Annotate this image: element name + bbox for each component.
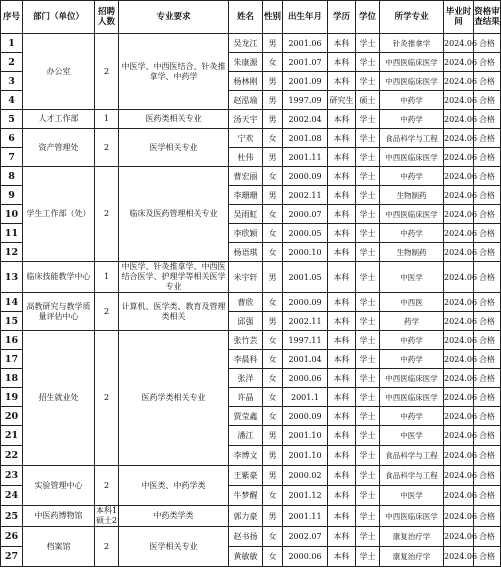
- cell-education: 本科: [328, 486, 356, 506]
- cell-recruit-count: 1: [95, 262, 119, 293]
- cell-name: 李晨科: [229, 350, 263, 369]
- cell-seq: 27: [1, 547, 23, 567]
- cell-recruit-count: 本科1硕士2: [95, 506, 118, 525]
- cell-major-requirement: 临床及医药管理相关专业: [119, 167, 229, 262]
- cell-review-result: 合格: [474, 331, 501, 350]
- cell-department: 高教研究与教学质量评估中心: [23, 293, 95, 331]
- cell-birth: 2001.05: [283, 262, 328, 293]
- cell-review-result: 合格: [474, 446, 501, 466]
- cell-gender: 男: [263, 446, 283, 466]
- cell-graduation: 2024.06: [444, 91, 474, 110]
- cell-studied-major: 中医学: [380, 262, 444, 293]
- cell-review-result: 合格: [474, 91, 501, 110]
- cell-review-result: 合格: [474, 186, 501, 205]
- cell-graduation: 2024.06: [444, 262, 474, 293]
- table-row: [1, 293, 501, 312]
- cell-birth: 2002.11: [283, 312, 328, 331]
- cell-review-result: 合格: [474, 388, 501, 407]
- header-row: [1, 1, 501, 34]
- cell-graduation: 2024.06: [444, 527, 474, 547]
- cell-studied-major: 中药学: [380, 110, 444, 129]
- cell-birth: 2001.1: [283, 388, 328, 407]
- cell-gender: 男: [263, 186, 283, 205]
- cell-birth: 2001.10: [283, 446, 328, 466]
- cell-graduation: 2024.06: [444, 72, 474, 91]
- cell-gender: 女: [263, 293, 283, 312]
- cell-degree: 学士: [356, 293, 380, 312]
- cell-name: 吴龙江: [229, 34, 263, 53]
- cell-review-result: 合格: [474, 53, 501, 72]
- table-row: [1, 527, 501, 547]
- cell-seq: 5: [1, 110, 23, 129]
- cell-degree: 学士: [356, 369, 380, 388]
- cell-studied-major: 中西医临床医学: [380, 205, 444, 224]
- cell-name: 邱强: [229, 312, 263, 331]
- cell-studied-major: 中药学: [380, 331, 444, 350]
- cell-gender: 女: [263, 369, 283, 388]
- cell-birth: 2000.09: [283, 407, 328, 426]
- cell-studied-major: 药学: [380, 312, 444, 331]
- cell-seq: 15: [1, 312, 23, 331]
- cell-degree: 学士: [356, 262, 380, 293]
- table-row: [1, 34, 501, 53]
- cell-education: 本科: [328, 262, 356, 293]
- cell-graduation: 2024.06: [444, 312, 474, 331]
- cell-birth: 2002.04: [283, 110, 328, 129]
- header-review-result: 资格审查结果: [474, 1, 501, 34]
- cell-seq: 10: [1, 205, 23, 224]
- header-name: 姓名: [229, 1, 263, 34]
- cell-birth: 2002.11: [283, 186, 328, 205]
- cell-education: 本科: [328, 527, 356, 547]
- cell-gender: 女: [263, 53, 283, 72]
- cell-graduation: 2024.06: [444, 110, 474, 129]
- cell-degree: 硕士: [356, 91, 380, 110]
- cell-education: 本科: [328, 350, 356, 369]
- cell-education: 本科: [328, 506, 356, 527]
- cell-department: 临床技能教学中心: [23, 262, 95, 293]
- cell-recruit-count: 2: [95, 527, 119, 567]
- cell-seq: 12: [1, 243, 23, 262]
- cell-birth: 2001.07: [283, 53, 328, 72]
- cell-education: 本科: [328, 369, 356, 388]
- cell-degree: 学士: [356, 426, 380, 446]
- cell-seq: 4: [1, 91, 23, 110]
- cell-gender: 女: [263, 486, 283, 506]
- cell-education: 本科: [328, 34, 356, 53]
- cell-review-result: 合格: [474, 466, 501, 486]
- cell-graduation: 2024.06: [444, 293, 474, 312]
- cell-degree: 学士: [356, 148, 380, 167]
- table-body: [1, 34, 501, 567]
- cell-graduation: 2024.06: [444, 129, 474, 148]
- cell-name: 黄敏敏: [229, 547, 263, 567]
- cell-studied-major: 生物制药: [380, 186, 444, 205]
- cell-department: 资产管理处: [23, 129, 95, 167]
- cell-degree: 学士: [356, 547, 380, 567]
- cell-gender: 男: [263, 426, 283, 446]
- cell-name: 赵书扬: [229, 527, 263, 547]
- header-degree: 学位: [356, 1, 380, 34]
- cell-recruit-count: 1: [95, 110, 119, 129]
- cell-graduation: 2024.06: [444, 446, 474, 466]
- cell-birth: 2000.06: [283, 369, 328, 388]
- cell-degree: 学士: [356, 466, 380, 486]
- header-recruit-count: 招聘人数: [95, 1, 119, 34]
- cell-graduation: 2024.06: [444, 506, 474, 527]
- cell-major-requirement: 计算机、医学类、教育及管理类相关: [119, 293, 229, 331]
- header-birth: 出生年月: [283, 1, 328, 34]
- cell-recruit-count: 2: [95, 293, 119, 331]
- cell-seq: 7: [1, 148, 23, 167]
- cell-review-result: 合格: [474, 506, 501, 527]
- cell-major-requirement: 医药类相关专业: [119, 110, 229, 129]
- cell-studied-major: 中药学: [380, 91, 444, 110]
- cell-gender: 女: [263, 527, 283, 547]
- cell-studied-major: 中西医临床医学: [380, 369, 444, 388]
- table-row: [1, 262, 501, 293]
- cell-graduation: 2024.06: [444, 34, 474, 53]
- cell-graduation: 2024.06: [444, 350, 474, 369]
- cell-department: 实验管理中心: [23, 466, 95, 506]
- cell-degree: 学士: [356, 224, 380, 243]
- cell-seq: 2: [1, 53, 23, 72]
- cell-name: 李珊珊: [229, 186, 263, 205]
- table-row: [1, 506, 501, 527]
- cell-birth: 2000.06: [283, 547, 328, 567]
- cell-major-requirement: 中医类、中药学类: [119, 466, 229, 506]
- cell-review-result: 合格: [474, 72, 501, 91]
- cell-degree: 学士: [356, 506, 380, 527]
- cell-birth: 2001.11: [283, 506, 328, 527]
- cell-name: 牛梦醒: [229, 486, 263, 506]
- cell-graduation: 2024.06: [444, 167, 474, 186]
- cell-studied-major: 中药学: [380, 167, 444, 186]
- cell-gender: 女: [263, 350, 283, 369]
- cell-education: 本科: [328, 331, 356, 350]
- cell-birth: 2001.08: [283, 129, 328, 148]
- cell-review-result: 合格: [474, 224, 501, 243]
- cell-education: 本科: [328, 148, 356, 167]
- cell-birth: 2000.09: [283, 293, 328, 312]
- cell-degree: 学士: [356, 34, 380, 53]
- cell-education: 本科: [328, 110, 356, 129]
- header-gender: 性别: [263, 1, 283, 34]
- cell-review-result: 合格: [474, 262, 501, 293]
- cell-studied-major: 食品科学与工程: [380, 129, 444, 148]
- cell-studied-major: 中西医临床医学: [380, 388, 444, 407]
- cell-graduation: 2024.06: [444, 331, 474, 350]
- cell-seq: 18: [1, 369, 23, 388]
- cell-education: 本科: [328, 243, 356, 262]
- table-row: [1, 110, 501, 129]
- cell-education: 研究生: [328, 91, 356, 110]
- cell-name: 曹欣: [229, 293, 263, 312]
- cell-gender: 女: [263, 388, 283, 407]
- cell-department: 招生就业处: [23, 331, 95, 466]
- cell-education: 本科: [328, 547, 356, 567]
- cell-graduation: 2024.06: [444, 148, 474, 167]
- cell-major-requirement: 中医学、中西医结合、针灸推拿学、中药学: [119, 34, 229, 110]
- cell-name: 许晶: [229, 388, 263, 407]
- cell-birth: 2001.12: [283, 486, 328, 506]
- cell-graduation: 2024.06: [444, 186, 474, 205]
- cell-gender: 女: [263, 331, 283, 350]
- cell-review-result: 合格: [474, 110, 501, 129]
- cell-review-result: 合格: [474, 148, 501, 167]
- cell-seq: 11: [1, 224, 23, 243]
- cell-review-result: 合格: [474, 243, 501, 262]
- cell-gender: 女: [263, 129, 283, 148]
- cell-education: 本科: [328, 446, 356, 466]
- cell-graduation: 2024.06: [444, 205, 474, 224]
- cell-seq: 21: [1, 426, 23, 446]
- cell-recruit-count: 2: [95, 34, 119, 110]
- cell-degree: 学士: [356, 205, 380, 224]
- cell-name: 李欣颖: [229, 224, 263, 243]
- cell-graduation: 2024.06: [444, 369, 474, 388]
- cell-degree: 学士: [356, 110, 380, 129]
- cell-degree: 学士: [356, 527, 380, 547]
- cell-gender: 女: [263, 407, 283, 426]
- cell-degree: 学士: [356, 129, 380, 148]
- table-row: [1, 167, 501, 186]
- cell-seq: 19: [1, 388, 23, 407]
- cell-major-requirement: 医学相关专业: [119, 527, 229, 567]
- cell-studied-major: 中西医临床医学: [380, 148, 444, 167]
- header-major-requirement: 专业要求: [119, 1, 229, 34]
- cell-seq: 17: [1, 350, 23, 369]
- cell-recruit-count: 2: [95, 466, 119, 506]
- cell-education: 本科: [328, 407, 356, 426]
- cell-education: 本科: [328, 205, 356, 224]
- cell-studied-major: 康复治疗学: [380, 547, 444, 567]
- header-seq: 序号: [1, 1, 23, 34]
- cell-degree: 学士: [356, 331, 380, 350]
- cell-seq: 13: [1, 262, 23, 293]
- cell-degree: 学士: [356, 312, 380, 331]
- cell-department: 档案馆: [23, 527, 95, 567]
- cell-education: 本科: [328, 426, 356, 446]
- table-row: [1, 331, 501, 350]
- cell-review-result: 合格: [474, 407, 501, 426]
- cell-graduation: 2024.06: [444, 466, 474, 486]
- cell-name: 汤天宇: [229, 110, 263, 129]
- cell-studied-major: 中西医临床医学: [380, 72, 444, 91]
- cell-birth: 2001.06: [283, 34, 328, 53]
- cell-name: 赵泓瑜: [229, 91, 263, 110]
- cell-review-result: 合格: [474, 167, 501, 186]
- cell-seq: 20: [1, 407, 23, 426]
- cell-degree: 学士: [356, 243, 380, 262]
- cell-review-result: 合格: [474, 293, 501, 312]
- cell-department: 人才工作部: [23, 110, 95, 129]
- cell-birth: 1997.09: [283, 91, 328, 110]
- cell-gender: 男: [263, 312, 283, 331]
- cell-birth: 2000.05: [283, 224, 328, 243]
- cell-gender: 男: [263, 148, 283, 167]
- cell-gender: 男: [263, 91, 283, 110]
- cell-birth: 2001.04: [283, 350, 328, 369]
- cell-name: 李博文: [229, 446, 263, 466]
- cell-education: 本科: [328, 186, 356, 205]
- cell-graduation: 2024.06: [444, 547, 474, 567]
- cell-department: 办公室: [23, 34, 95, 110]
- cell-graduation: 2024.06: [444, 53, 474, 72]
- cell-studied-major: 中医学: [380, 486, 444, 506]
- cell-gender: 男: [263, 466, 283, 486]
- cell-gender: 女: [263, 167, 283, 186]
- table-row: [1, 466, 501, 486]
- cell-seq: 14: [1, 293, 23, 312]
- cell-review-result: 合格: [474, 426, 501, 446]
- cell-review-result: 合格: [474, 205, 501, 224]
- cell-name: 杨语琪: [229, 243, 263, 262]
- header-studied-major: 所学专业: [380, 1, 444, 34]
- cell-studied-major: 中西医临床医学: [380, 506, 444, 527]
- cell-major-requirement: 中医学、针灸推拿学、中西医结合医学、护理学等相关医学专业: [119, 262, 229, 293]
- cell-studied-major: 康复治疗学: [380, 527, 444, 547]
- cell-birth: 2002.07: [283, 527, 328, 547]
- table-row: [1, 129, 501, 148]
- cell-education: 本科: [328, 466, 356, 486]
- cell-name: 贾莹鑫: [229, 407, 263, 426]
- cell-review-result: 合格: [474, 34, 501, 53]
- cell-studied-major: 中药学: [380, 407, 444, 426]
- cell-gender: 男: [263, 34, 283, 53]
- cell-name: 杜伟: [229, 148, 263, 167]
- cell-birth: 2000.02: [283, 466, 328, 486]
- cell-recruit-count: 2: [95, 331, 119, 466]
- cell-seq: 23: [1, 466, 23, 486]
- cell-degree: 学士: [356, 407, 380, 426]
- cell-name: 杨林刚: [229, 72, 263, 91]
- cell-name: 郭力豪: [229, 506, 263, 527]
- cell-seq: 6: [1, 129, 23, 148]
- cell-seq: 22: [1, 446, 23, 466]
- cell-major-requirement: 中药类学类: [119, 506, 229, 527]
- cell-studied-major: 中西医临床医学: [380, 53, 444, 72]
- cell-name: 曹宏丽: [229, 167, 263, 186]
- cell-review-result: 合格: [474, 312, 501, 331]
- cell-graduation: 2024.06: [444, 486, 474, 506]
- cell-graduation: 2024.06: [444, 426, 474, 446]
- cell-name: 张竹芸: [229, 331, 263, 350]
- cell-name: 张洋: [229, 369, 263, 388]
- cell-name: 朱康源: [229, 53, 263, 72]
- cell-seq: 24: [1, 486, 23, 506]
- cell-seq: 16: [1, 331, 23, 350]
- cell-gender: 男: [263, 110, 283, 129]
- cell-studied-major: 中药学: [380, 224, 444, 243]
- cell-graduation: 2024.06: [444, 407, 474, 426]
- header-education: 学历: [328, 1, 356, 34]
- cell-department: 中医药博物馆: [23, 506, 95, 527]
- cell-name: 王紫豪: [229, 466, 263, 486]
- cell-education: 本科: [328, 293, 356, 312]
- cell-education: 本科: [328, 388, 356, 407]
- cell-major-requirement: 医学相关专业: [119, 129, 229, 167]
- cell-education: 本科: [328, 167, 356, 186]
- cell-gender: 女: [263, 243, 283, 262]
- cell-degree: 学士: [356, 350, 380, 369]
- cell-birth: 2001.11: [283, 148, 328, 167]
- cell-gender: 男: [263, 506, 283, 527]
- cell-studied-major: 中医学: [380, 426, 444, 446]
- cell-graduation: 2024.06: [444, 388, 474, 407]
- cell-gender: 女: [263, 224, 283, 243]
- cell-degree: 学士: [356, 388, 380, 407]
- cell-studied-major: 生物制药: [380, 243, 444, 262]
- cell-seq: 26: [1, 527, 23, 547]
- cell-seq: 1: [1, 34, 23, 53]
- cell-gender: 男: [263, 72, 283, 91]
- cell-seq: 8: [1, 167, 23, 186]
- cell-degree: 学士: [356, 167, 380, 186]
- cell-recruit-count: 2: [95, 167, 119, 262]
- cell-degree: 学士: [356, 72, 380, 91]
- cell-education: 本科: [328, 129, 356, 148]
- cell-birth: 2001.10: [283, 426, 328, 446]
- cell-gender: 女: [263, 205, 283, 224]
- cell-review-result: 合格: [474, 369, 501, 388]
- cell-name: 米宇轩: [229, 262, 263, 293]
- cell-review-result: 合格: [474, 547, 501, 567]
- cell-birth: 2000.07: [283, 205, 328, 224]
- cell-degree: 学士: [356, 446, 380, 466]
- cell-seq: 9: [1, 186, 23, 205]
- cell-studied-major: 食品科学与工程: [380, 446, 444, 466]
- cell-review-result: 合格: [474, 129, 501, 148]
- cell-name: 吴雨虹: [229, 205, 263, 224]
- cell-birth: 2001.09: [283, 72, 328, 91]
- cell-gender: 男: [263, 262, 283, 293]
- cell-studied-major: 中药学: [380, 350, 444, 369]
- cell-gender: 女: [263, 547, 283, 567]
- cell-name: 宁欢: [229, 129, 263, 148]
- cell-education: 本科: [328, 224, 356, 243]
- cell-studied-major: 中西医: [380, 293, 444, 312]
- cell-education: 本科: [328, 312, 356, 331]
- cell-review-result: 合格: [474, 486, 501, 506]
- header-department: 部门（单位）: [23, 1, 95, 34]
- cell-name: 潘江: [229, 426, 263, 446]
- cell-birth: 1997.11: [283, 331, 328, 350]
- cell-degree: 学士: [356, 53, 380, 72]
- cell-seq: 3: [1, 72, 23, 91]
- cell-birth: 2000.09: [283, 167, 328, 186]
- cell-major-requirement: 医药学类相关专业: [119, 331, 229, 466]
- cell-recruit-count: 2: [95, 129, 119, 167]
- cell-degree: 学士: [356, 486, 380, 506]
- cell-review-result: 合格: [474, 350, 501, 369]
- cell-graduation: 2024.06: [444, 243, 474, 262]
- cell-department: 学生工作部（处）: [23, 167, 95, 262]
- cell-studied-major: 食品科学与工程: [380, 466, 444, 486]
- cell-review-result: 合格: [474, 527, 501, 547]
- cell-studied-major: 针灸推拿学: [380, 34, 444, 53]
- header-graduation: 毕业时间: [444, 1, 474, 34]
- cell-birth: 2000.10: [283, 243, 328, 262]
- cell-graduation: 2024.06: [444, 224, 474, 243]
- cell-education: 本科: [328, 72, 356, 91]
- cell-education: 本科: [328, 53, 356, 72]
- cell-seq: 25: [1, 506, 23, 527]
- cell-degree: 学士: [356, 186, 380, 205]
